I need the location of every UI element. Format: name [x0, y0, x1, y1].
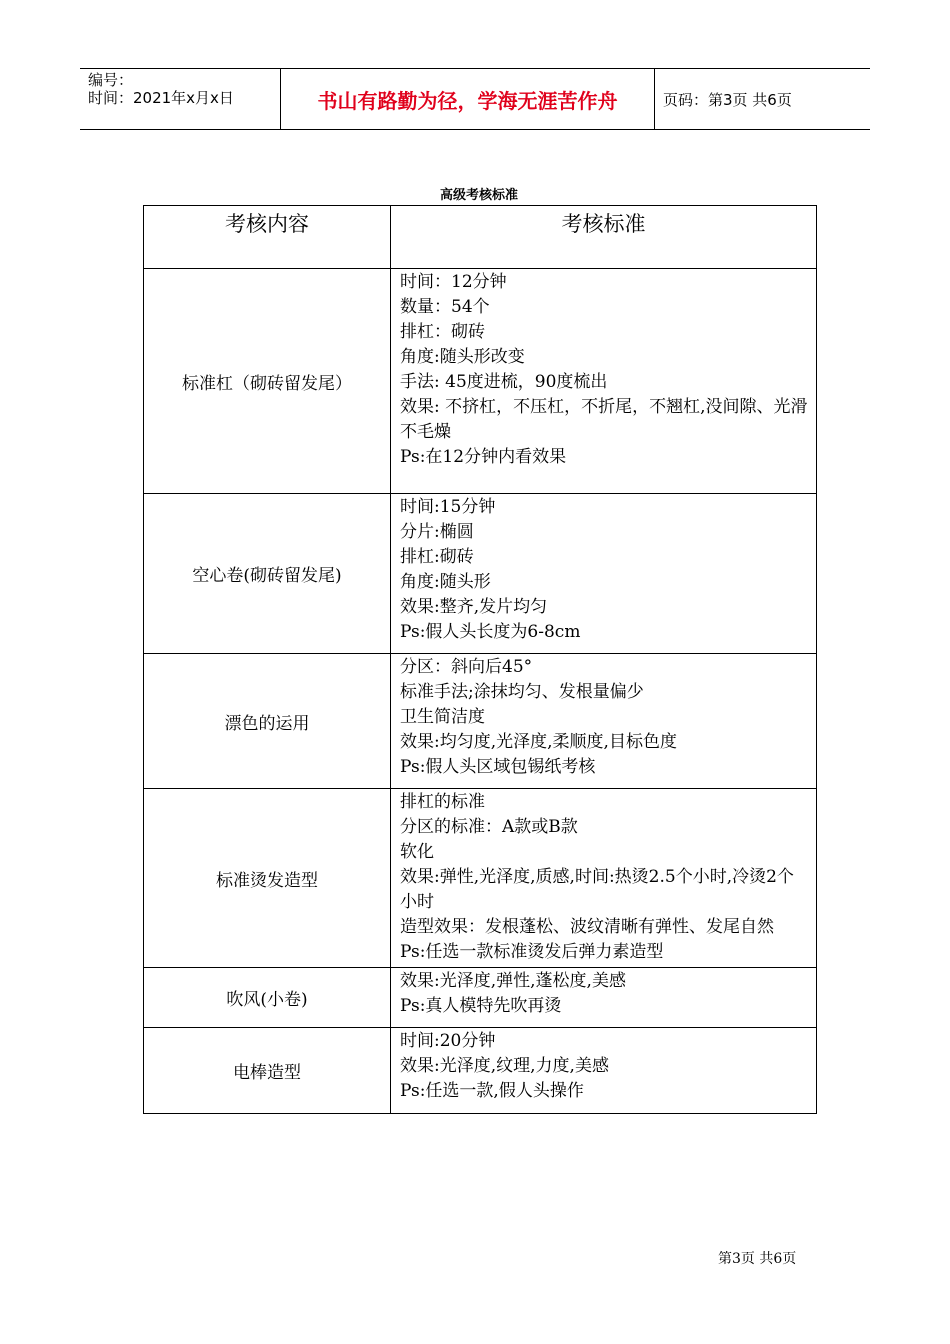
standard-line: 角度:随头形	[400, 572, 491, 592]
row-item-name: 空心卷(砌砖留发尾)	[144, 494, 391, 654]
row-item-name: 吹风(小卷)	[144, 968, 391, 1028]
header-page-info: 页码：第3页 共6页	[663, 90, 792, 109]
standard-line: 效果:光泽度,弹性,蓬松度,美感	[400, 971, 626, 991]
table-row	[144, 789, 817, 968]
standard-line: 效果:光泽度,纹理,力度,美感	[400, 1056, 609, 1076]
standard-line: 效果: 不挤杠，不压杠，不折尾，不翘杠,没间隙、光滑不毛燥	[400, 397, 808, 442]
standard-line: Ps:任选一款标准烫发后弹力素造型	[400, 942, 664, 962]
standard-line: 分区的标准：A款或B款	[400, 817, 578, 837]
row-standard	[391, 654, 817, 789]
standard-line: 排杠的标准	[400, 792, 485, 812]
table-title: 高级考核标准	[439, 188, 518, 203]
row-standard	[391, 968, 817, 1028]
standard-line: Ps:假人头长度为6-8cm	[400, 622, 581, 642]
row-standard	[391, 1028, 817, 1114]
header-meta	[80, 69, 281, 129]
table-row	[144, 1028, 817, 1114]
standard-line: Ps:任选一款,假人头操作	[400, 1081, 584, 1101]
standard-line: 时间:15分钟	[400, 497, 496, 517]
row-item-name: 漂色的运用	[144, 654, 391, 789]
standard-line: 卫生简洁度	[400, 707, 485, 727]
standard-line: 效果:整齐,发片均匀	[400, 597, 548, 617]
standard-line: 造型效果：发根蓬松、波纹清晰有弹性、发尾自然	[400, 917, 774, 937]
row-item-name: 标准烫发造型	[144, 789, 391, 968]
standard-line: 时间:20分钟	[400, 1031, 496, 1051]
header-content: 考核内容	[144, 206, 391, 269]
standard-line: 排杠:砌砖	[400, 547, 474, 567]
row-item-name: 标准杠（砌砖留发尾）	[144, 269, 391, 494]
standard-line: 角度:随头形改变	[400, 347, 525, 367]
table-row	[144, 968, 817, 1028]
standard-line: 手法: 45度进梳，90度梳出	[400, 372, 608, 392]
standard-line: 分片:椭圆	[400, 522, 474, 542]
standard-line: Ps:在12分钟内看效果	[400, 447, 567, 467]
table-header-row	[144, 206, 817, 269]
page-footer: 第3页 共6页	[718, 1251, 797, 1267]
table-row	[144, 654, 817, 789]
table-row	[144, 494, 817, 654]
standard-line: Ps:真人模特先吹再烫	[400, 996, 562, 1016]
standard-line: 软化	[400, 842, 434, 862]
row-standard	[391, 494, 817, 654]
standard-line: Ps:假人头区域包锡纸考核	[400, 757, 596, 777]
row-item-name: 电棒造型	[144, 1028, 391, 1114]
page-header	[80, 68, 870, 130]
standard-line: 分区：斜向后45°	[400, 657, 533, 677]
header-standard: 考核标准	[391, 206, 817, 269]
time-label: 时间：2021年x月x日	[88, 89, 234, 107]
number-label: 编号：	[88, 71, 134, 89]
header-motto: 书山有路勤为径，学海无涯苦作舟	[281, 69, 655, 129]
row-standard	[391, 789, 817, 968]
standard-line: 数量：54个	[400, 297, 490, 317]
assessment-table	[143, 205, 817, 1114]
standard-line: 排杠：砌砖	[400, 322, 485, 342]
row-standard	[391, 269, 817, 494]
table-row	[144, 269, 817, 494]
standard-line: 标准手法;涂抹均匀、发根量偏少	[400, 682, 644, 702]
standard-line: 效果:弹性,光泽度,质感,时间:热烫2.5个小时,冷烫2个小时	[400, 867, 794, 912]
standard-line: 效果:均匀度,光泽度,柔顺度,目标色度	[400, 732, 677, 752]
standard-line: 时间：12分钟	[400, 272, 507, 292]
